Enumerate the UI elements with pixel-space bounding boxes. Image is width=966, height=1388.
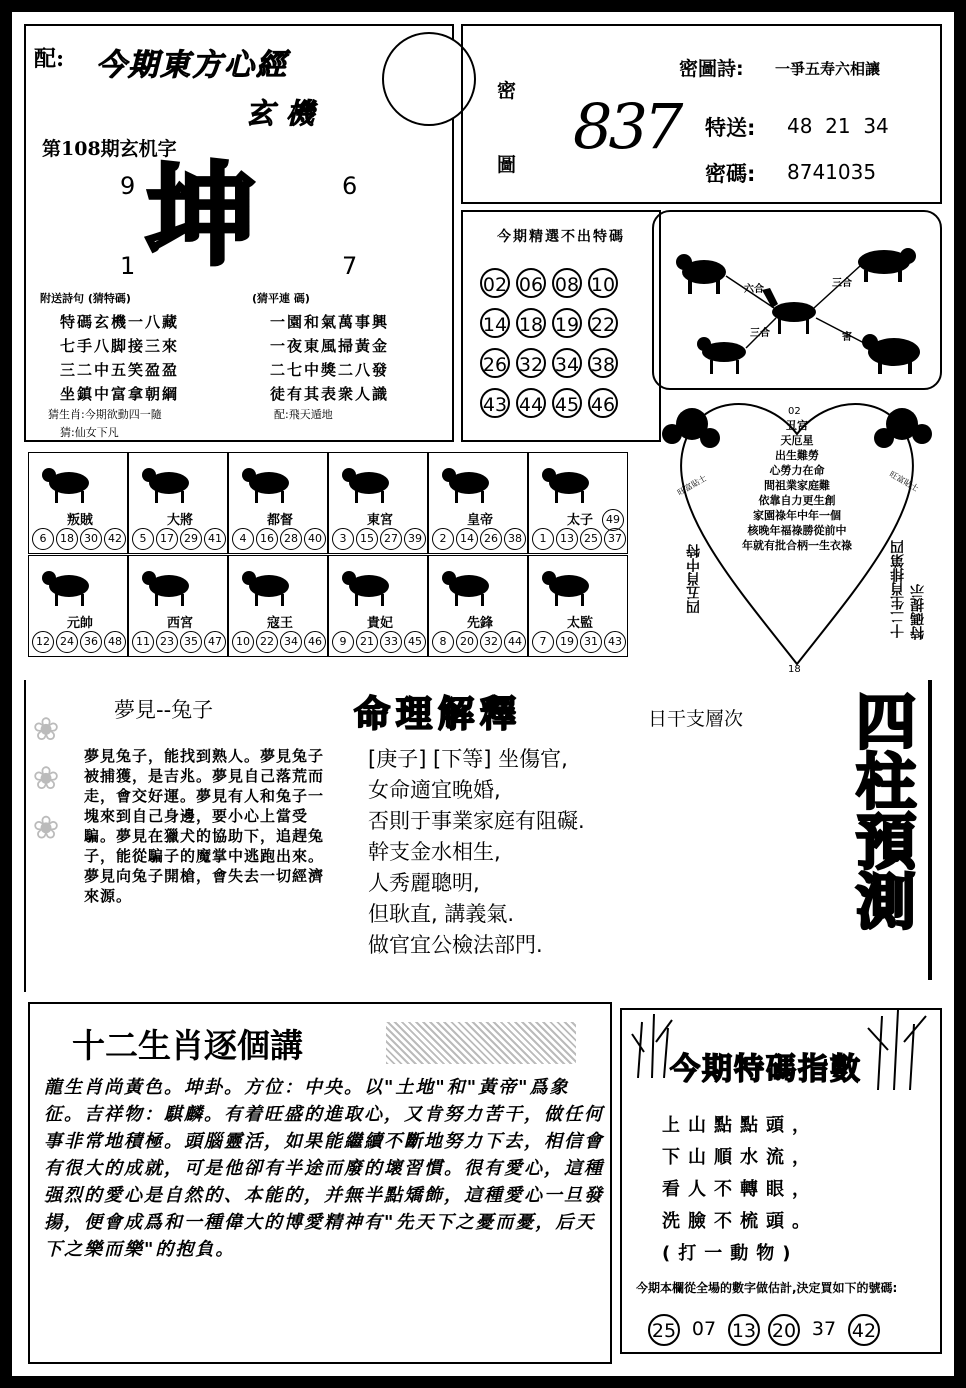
index-number: 07 bbox=[691, 1318, 717, 1340]
animal-icon bbox=[539, 562, 599, 607]
select-number: 32 bbox=[516, 348, 546, 378]
zodiac-numbers bbox=[531, 528, 627, 550]
pei-label: 配: bbox=[34, 46, 65, 72]
corner-num-tl: 9 bbox=[120, 172, 136, 200]
zodiac-numbers bbox=[331, 528, 427, 550]
zodiac-number: 43 bbox=[604, 631, 626, 653]
poem-label: 密圖詩: bbox=[679, 58, 744, 80]
select-number: 19 bbox=[552, 308, 582, 338]
index-nums bbox=[648, 1314, 880, 1346]
select-number: 38 bbox=[588, 348, 618, 378]
animal-icon bbox=[439, 459, 499, 504]
horse-icon bbox=[762, 288, 816, 334]
mi-label: 密 bbox=[497, 80, 517, 102]
heart-line: 家園祿年中年一個 bbox=[753, 509, 841, 522]
sizhu-bar bbox=[928, 680, 932, 980]
poem-line: 三二中五笑盈盈 bbox=[60, 361, 180, 379]
animal-icon bbox=[239, 562, 299, 607]
heart-right-side: 十二生肖排第四 bbox=[890, 540, 906, 638]
heart-top-num: 02 bbox=[788, 406, 801, 417]
select-number: 02 bbox=[480, 268, 510, 298]
dream-box bbox=[24, 680, 332, 992]
zodiac-number: 8 bbox=[432, 631, 454, 653]
zodiac-number: 37 bbox=[604, 528, 626, 550]
poem-left bbox=[60, 310, 179, 406]
zodiac-number: 33 bbox=[380, 631, 402, 653]
index-lines bbox=[662, 1110, 818, 1270]
zodiac-number: 23 bbox=[156, 631, 178, 653]
zodiac-number: 31 bbox=[580, 631, 602, 653]
dream-title: 夢見--兔子 bbox=[114, 698, 214, 722]
index-line: (打一動物) bbox=[662, 1243, 799, 1264]
zodiac-grid bbox=[28, 452, 632, 658]
code-value: 8741035 bbox=[787, 160, 877, 184]
select-title: 今期精選不出特碼 bbox=[497, 229, 625, 245]
zodiac-number: 17 bbox=[156, 528, 178, 550]
zodiac-number: 15 bbox=[356, 528, 378, 550]
zodiac-number: 22 bbox=[256, 631, 278, 653]
animal-icon bbox=[339, 562, 399, 607]
select-number: 46 bbox=[588, 388, 618, 418]
zodiac-label: 貴妃 bbox=[367, 616, 394, 631]
select-number: 45 bbox=[552, 388, 582, 418]
poem-line: 特碼玄機一八藏 bbox=[60, 313, 180, 331]
zodiac-number: 11 bbox=[132, 631, 154, 653]
title-main: 今期東方心經 bbox=[96, 48, 288, 83]
twelve-body: 龍生肖尚黃色。坤卦。方位：中央。以"土地"和"黃帝"爲象征。吉祥物：騏麟。有着旺盛的進取心，又肯努力苦干，做任何事非常地積極。頭腦靈活，如果能繼續不斷地努力下去，相信會有很大的成就，可是他卻有半途而廢的壞習慣。很有愛心，這種强烈的愛心是自然的、本能的，并無半點矯飾，這種愛心一旦發揚，便會成爲和一種偉大的博愛精神有"先天下之憂而憂，后天下之樂而樂"的抱負。 bbox=[44, 1077, 604, 1260]
title-sub: 玄機 bbox=[246, 97, 327, 130]
heart-box bbox=[652, 394, 942, 684]
zodiac-cell bbox=[328, 555, 428, 657]
heart-left-side: 四五肖中特 bbox=[686, 544, 702, 614]
zodiac-number: 13 bbox=[556, 528, 578, 550]
header-box-left bbox=[24, 24, 454, 442]
heart-tag-left: 旺富貼士 bbox=[675, 473, 709, 498]
index-number: 20 bbox=[768, 1314, 800, 1346]
zodiac-number: 28 bbox=[280, 528, 302, 550]
zodiac-number: 29 bbox=[180, 528, 202, 550]
mingli-line: 女命適宜晚婚, bbox=[368, 778, 501, 802]
select-number: 18 bbox=[516, 308, 546, 338]
zodiac-cell bbox=[528, 452, 628, 554]
poem-line: 二七中獎二八發 bbox=[270, 361, 390, 379]
animal-icon bbox=[139, 459, 199, 504]
zodiac-cell bbox=[28, 452, 128, 554]
issue-label: 第108期玄机字 bbox=[42, 138, 177, 160]
mingli-line: 否則于事業家庭有阻礙. bbox=[368, 809, 585, 833]
zodiac-numbers bbox=[331, 631, 427, 653]
zodiac-number: 45 bbox=[404, 631, 426, 653]
zodiac-number: 12 bbox=[32, 631, 54, 653]
index-line: 看人不轉眼， bbox=[662, 1179, 818, 1200]
zodiac-numbers bbox=[231, 631, 327, 653]
zodiac-label: 大將 bbox=[167, 513, 194, 528]
twelve-deco bbox=[386, 1022, 576, 1064]
zodiac-cell bbox=[128, 452, 228, 554]
select-number: 26 bbox=[480, 348, 510, 378]
animal-icon bbox=[439, 562, 499, 607]
twelve-box bbox=[28, 1002, 612, 1364]
zodiac-numbers bbox=[131, 631, 227, 653]
corner-num-bl: 1 bbox=[120, 252, 136, 280]
zodiac-label: 叛賊 bbox=[67, 513, 94, 528]
heart-bottom-num: 18 bbox=[788, 664, 801, 675]
relations-diagram bbox=[654, 212, 940, 388]
select-number: 06 bbox=[516, 268, 546, 298]
heart-right-bottom: 特碼提示 bbox=[910, 584, 926, 640]
zodiac-label: 寇王 bbox=[267, 616, 294, 631]
zodiac-number: 41 bbox=[204, 528, 226, 550]
ox-icon bbox=[862, 334, 920, 374]
index-number: 25 bbox=[648, 1314, 680, 1346]
poem-right bbox=[270, 310, 389, 406]
tu-label: 圖 bbox=[497, 154, 517, 176]
mingli-line: 人秀麗聰明, bbox=[368, 871, 480, 895]
animal-icon bbox=[239, 459, 299, 504]
zodiac-number: 9 bbox=[332, 631, 354, 653]
animal-icon bbox=[539, 459, 599, 504]
mingli-line: 做官宜公檢法部門. bbox=[368, 933, 543, 957]
index-line: 洗臉不梳頭。 bbox=[662, 1211, 818, 1232]
index-line: 上山點點頭， bbox=[662, 1115, 818, 1136]
dream-deco: ❀ ❀ ❀ bbox=[27, 710, 65, 847]
zodiac-number: 35 bbox=[180, 631, 202, 653]
zodiac-cell bbox=[228, 555, 328, 657]
zodiac-number: 7 bbox=[532, 631, 554, 653]
zodiac-number: 48 bbox=[104, 631, 126, 653]
zodiac-number: 32 bbox=[480, 631, 502, 653]
header-box-right bbox=[461, 24, 942, 204]
zodiac-number: 1 bbox=[532, 528, 554, 550]
heart-line: 丑宫 bbox=[786, 419, 808, 432]
zodiac-number: 46 bbox=[304, 631, 326, 653]
special-label: 特送: bbox=[705, 116, 756, 140]
index-number: 13 bbox=[728, 1314, 760, 1346]
corner-num-tr: 6 bbox=[342, 172, 358, 200]
heart-line: 年就有批合柄一生衣祿 bbox=[742, 539, 852, 552]
zodiac-label: 太子 bbox=[567, 513, 594, 528]
index-number: 37 bbox=[811, 1318, 837, 1340]
sizhu-box bbox=[842, 680, 942, 1000]
select-number: 10 bbox=[588, 268, 618, 298]
zodiac-numbers bbox=[31, 528, 127, 550]
mingli-lines bbox=[368, 744, 585, 961]
zodiac-label: 太監 bbox=[567, 616, 594, 631]
zodiac-number: 27 bbox=[380, 528, 402, 550]
index-line: 下山順水流， bbox=[662, 1147, 818, 1168]
mingli-subtitle: 日干支層次 bbox=[648, 708, 744, 730]
mingli-line: [庚子] [下等] 坐傷官, bbox=[368, 747, 568, 771]
mingli-line: 幹支金水相生, bbox=[368, 840, 501, 864]
page bbox=[24, 24, 942, 1364]
zodiac-numbers bbox=[531, 631, 627, 653]
relation-label-1: 六合 bbox=[744, 284, 764, 295]
relation-label-3: 三合 bbox=[750, 328, 770, 339]
mingli-box bbox=[340, 680, 840, 960]
heart-lines bbox=[692, 418, 902, 553]
tiger-icon bbox=[858, 248, 916, 282]
zodiac-number: 30 bbox=[80, 528, 102, 550]
heart-line: 天厄星 bbox=[780, 434, 814, 447]
zodiac-number: 39 bbox=[404, 528, 426, 550]
select-grid bbox=[477, 268, 653, 428]
zodiac-cell bbox=[228, 452, 328, 554]
relation-label-4: 害 bbox=[842, 332, 852, 343]
zodiac-number: 4 bbox=[232, 528, 254, 550]
heart-line: 核晚年福祿勝從前中 bbox=[747, 524, 847, 537]
zodiac-number: 19 bbox=[556, 631, 578, 653]
zodiac-numbers bbox=[131, 528, 227, 550]
relations-box bbox=[652, 210, 942, 390]
poem-line: 一園和氣萬事興 bbox=[270, 313, 390, 331]
heart-line: 間祖業家庭難 bbox=[764, 479, 830, 492]
poem-line: 七手八脚接三來 bbox=[60, 337, 180, 355]
twelve-title: 十二生肖逐個講 bbox=[72, 1026, 303, 1065]
zodiac-number: 40 bbox=[304, 528, 326, 550]
zodiac-cell bbox=[528, 555, 628, 657]
zodiac-number: 14 bbox=[456, 528, 478, 550]
select-number: 14 bbox=[480, 308, 510, 338]
poem-line: 坐鎮中富拿朝綱 bbox=[60, 385, 180, 403]
mingli-title: 命理解釋 bbox=[354, 694, 523, 735]
zodiac-cell bbox=[128, 555, 228, 657]
special-nums: 48 21 34 bbox=[787, 114, 889, 138]
zodiac-label: 元帥 bbox=[67, 616, 94, 631]
zodiac-number: 2 bbox=[432, 528, 454, 550]
mitu-handwritten: 837 bbox=[573, 90, 680, 163]
heart-line: 依靠自力更生創 bbox=[758, 494, 836, 507]
poem-note-2: 配:飛天遁地 bbox=[274, 408, 333, 421]
zodiac-cell bbox=[328, 452, 428, 554]
zodiac-number: 25 bbox=[580, 528, 602, 550]
zodiac-extra-number: 49 bbox=[602, 509, 624, 531]
code-label: 密碼: bbox=[705, 162, 756, 186]
zodiac-number: 24 bbox=[56, 631, 78, 653]
zodiac-number: 16 bbox=[256, 528, 278, 550]
animal-icon bbox=[339, 459, 399, 504]
select-number: 22 bbox=[588, 308, 618, 338]
zodiac-label: 先鋒 bbox=[467, 616, 494, 631]
zodiac-label: 東宮 bbox=[367, 513, 394, 528]
select-number: 08 bbox=[552, 268, 582, 298]
zodiac-numbers bbox=[431, 631, 527, 653]
dream-body: 夢見兔子，能找到熟人。夢見兔子被捕獲，是吉兆。夢見自己落荒而走，會交好運。夢見有人和兔子一塊來到自己身邊，要小心上當受騙。夢見在獵犬的協助下，追趕兔子，能從騙子的魔掌中逃跑出來。夢見向兔子開槍，會失去一切經濟來源。 bbox=[84, 747, 325, 905]
poem-text: 一爭五寿六相讓 bbox=[775, 60, 881, 78]
heart-tag-right: 旺富貼士 bbox=[887, 469, 921, 494]
zodiac-label: 西宮 bbox=[167, 616, 194, 631]
index-title: 今期特碼指數 bbox=[670, 1052, 862, 1087]
dog-icon bbox=[676, 254, 726, 294]
animal-icon bbox=[39, 562, 99, 607]
select-number: 43 bbox=[480, 388, 510, 418]
zodiac-cell bbox=[428, 555, 528, 657]
poem-line: 徒有其表衆人識 bbox=[270, 385, 390, 403]
select-number: 34 bbox=[552, 348, 582, 378]
zodiac-numbers bbox=[231, 528, 327, 550]
zodiac-cell bbox=[428, 452, 528, 554]
zodiac-number: 3 bbox=[332, 528, 354, 550]
zodiac-cell bbox=[28, 555, 128, 657]
index-box bbox=[620, 1008, 942, 1354]
zodiac-number: 21 bbox=[356, 631, 378, 653]
zodiac-number: 5 bbox=[132, 528, 154, 550]
zodiac-number: 47 bbox=[204, 631, 226, 653]
zodiac-number: 38 bbox=[504, 528, 526, 550]
zodiac-number: 6 bbox=[32, 528, 54, 550]
index-note: 今期本欄從全場的數字做估計,決定買如下的號碼: bbox=[636, 1281, 898, 1295]
zodiac-label: 都督 bbox=[267, 513, 294, 528]
relation-label-2: 三合 bbox=[832, 278, 852, 289]
goat-icon bbox=[697, 337, 746, 374]
zodiac-numbers bbox=[431, 528, 527, 550]
zodiac-number: 44 bbox=[504, 631, 526, 653]
animal-icon bbox=[139, 562, 199, 607]
big-character: 坤 bbox=[146, 152, 266, 280]
zodiac-numbers bbox=[31, 631, 127, 653]
index-number: 42 bbox=[848, 1314, 880, 1346]
zodiac-number: 20 bbox=[456, 631, 478, 653]
select-number: 44 bbox=[516, 388, 546, 418]
poem-right-header: (猜平連 碼) bbox=[252, 292, 310, 305]
poem-line: 一夜東風掃黃金 bbox=[270, 337, 390, 355]
animal-icon bbox=[39, 459, 99, 504]
mingli-line: 但耿直, 講義氣. bbox=[368, 902, 515, 926]
zodiac-number: 34 bbox=[280, 631, 302, 653]
sizhu-title: 四柱預測 bbox=[846, 690, 916, 930]
heart-line: 出生難勞 bbox=[775, 449, 819, 462]
poem-note-1: 猜生肖:今期欲動四一隨 bbox=[48, 408, 162, 421]
zodiac-number: 26 bbox=[480, 528, 502, 550]
zodiac-number: 36 bbox=[80, 631, 102, 653]
zodiac-number: 42 bbox=[104, 528, 126, 550]
poem-note-3: 猜:仙女下凡 bbox=[60, 426, 119, 439]
grass-icon bbox=[858, 1010, 938, 1090]
zodiac-number: 18 bbox=[56, 528, 78, 550]
zodiac-label: 皇帝 bbox=[467, 513, 494, 528]
zodiac-number: 10 bbox=[232, 631, 254, 653]
poem-left-header: 附送詩句 (猜特碼) bbox=[40, 292, 131, 305]
corner-num-br: 7 bbox=[342, 252, 358, 280]
select-box bbox=[461, 210, 661, 442]
heart-line: 心勞力在命 bbox=[769, 464, 825, 477]
